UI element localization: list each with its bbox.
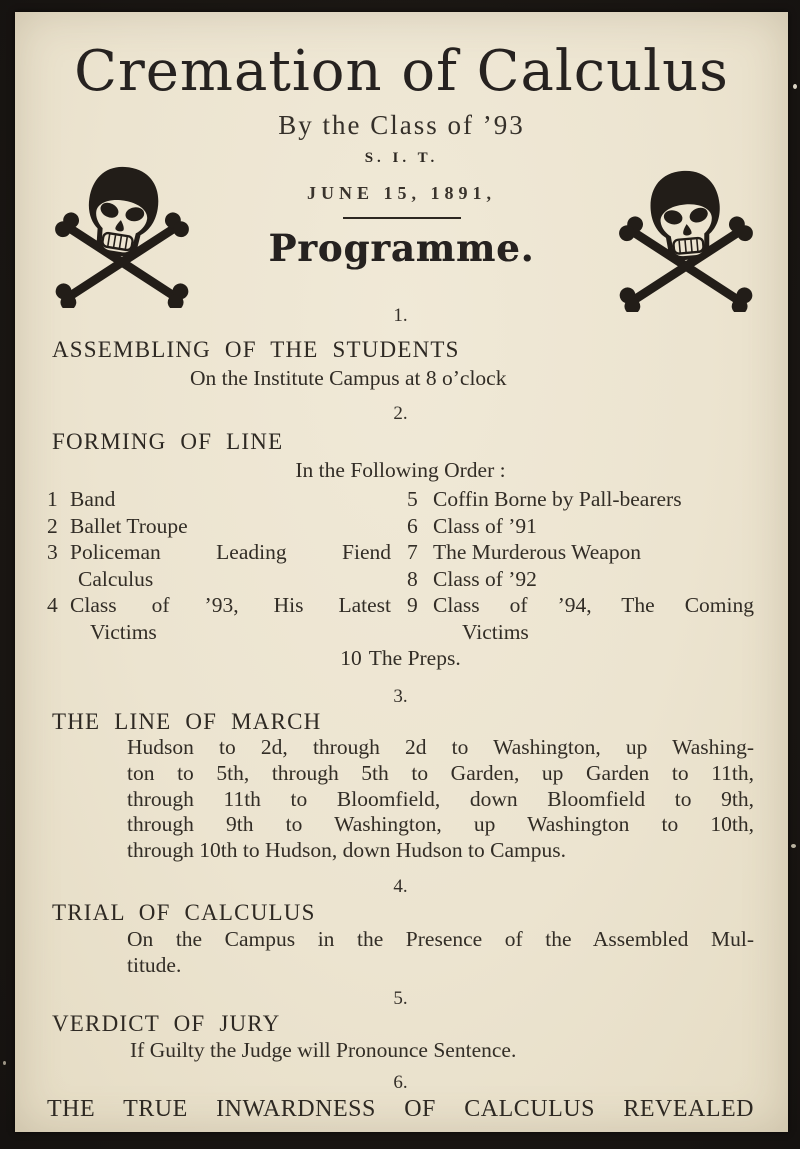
route-line: Hudson to 2d, through 2d to Washington, up Washing- xyxy=(127,735,754,759)
order-item-number: 5 xyxy=(407,487,418,511)
section-heading: THE LINE OF MARCH xyxy=(52,709,322,734)
route-line: ton to 5th, through 5th to Garden, up Garden to 11th, xyxy=(127,760,754,785)
order-item-number: 4 xyxy=(47,593,58,617)
order-item-text: Class of ’93, His Latest Victims xyxy=(70,593,391,644)
section-heading: FORMING OF LINE xyxy=(52,429,284,454)
route-line: through 9th to Washington, up Washington to 10th, xyxy=(127,812,754,837)
body-line: On the Campus in the Presence of the Assembled Mul- xyxy=(127,926,754,951)
institution-abbreviation: S. I. T. xyxy=(364,150,439,167)
date-line: JUNE 15, 1891, xyxy=(306,183,496,204)
order-item-number: 9 xyxy=(407,593,418,617)
order-of-march-list xyxy=(47,486,754,645)
byline: By the Class of ’93 xyxy=(278,110,525,141)
programme-body xyxy=(15,305,788,1123)
order-item-text: The Murderous Weapon xyxy=(433,540,642,564)
order-item-number: 6 xyxy=(407,513,418,538)
order-item xyxy=(47,486,391,513)
dust-speck xyxy=(791,844,796,848)
dust-speck xyxy=(3,1061,6,1065)
order-item-text: The Preps. xyxy=(368,646,461,670)
programme-heading: Programme. xyxy=(268,226,535,271)
section-number: 1. xyxy=(393,305,408,326)
section-number: 2. xyxy=(393,403,408,424)
section-body: On the Institute Campus at 8 o’clock xyxy=(190,366,507,390)
order-item-number: 2 xyxy=(47,513,58,538)
order-column-left xyxy=(47,486,391,645)
section-body xyxy=(127,926,754,978)
order-item-number: 3 xyxy=(47,540,58,564)
route-line: through 11th to Bloomfield, down Bloomfield to 9th, xyxy=(127,786,754,811)
section-heading: TRIAL OF CALCULUS xyxy=(52,899,316,925)
paper-page xyxy=(15,12,788,1132)
order-item-number: 7 xyxy=(407,540,418,564)
order-item-text: Policeman Leading Fiend Calculus xyxy=(70,540,391,591)
section-number: 3. xyxy=(393,686,408,707)
order-item-text: Ballet Troupe xyxy=(70,513,188,538)
order-item-text: Class of ’92 xyxy=(433,566,537,591)
order-item-text: Class of ’94, The Coming Victims xyxy=(433,593,754,644)
order-item-number: 10 xyxy=(340,646,362,670)
order-item xyxy=(407,486,754,513)
section-body: If Guilty the Judge will Pronounce Sentence. xyxy=(130,1037,517,1062)
page-title: Cremation of Calculus xyxy=(74,39,729,104)
order-item-text: Class of ’91 xyxy=(433,513,537,538)
order-item xyxy=(407,539,754,566)
divider-rule xyxy=(343,217,461,219)
order-item xyxy=(47,592,391,645)
order-item-text: Band xyxy=(70,487,116,511)
order-item-number: 1 xyxy=(47,487,58,511)
section-heading: VERDICT OF JURY xyxy=(52,1010,281,1036)
order-item xyxy=(407,592,754,645)
order-footer-item xyxy=(47,645,754,672)
march-route-paragraph xyxy=(127,735,754,864)
section-number: 6. xyxy=(393,1071,408,1093)
section-number: 5. xyxy=(393,987,408,1009)
section-number: 4. xyxy=(393,875,408,897)
order-column-right xyxy=(407,486,754,645)
section-heading: THE TRUE INWARDNESS OF CALCULUS REVEALED xyxy=(47,1095,754,1122)
body-line: titude. xyxy=(127,952,182,977)
masthead xyxy=(15,12,788,270)
order-item xyxy=(407,566,754,593)
order-item-text: Coffin Borne by Pall-bearers xyxy=(433,487,682,511)
section-heading: ASSEMBLING OF THE STUDENTS xyxy=(52,337,460,362)
route-line: through 10th to Hudson, down Hudson to Campus. xyxy=(127,838,566,863)
dust-speck xyxy=(793,84,797,89)
order-item xyxy=(47,539,391,592)
order-item xyxy=(47,513,391,540)
order-item-number: 8 xyxy=(407,566,418,591)
order-item xyxy=(407,513,754,540)
section-subheading: In the Following Order : xyxy=(295,458,506,482)
